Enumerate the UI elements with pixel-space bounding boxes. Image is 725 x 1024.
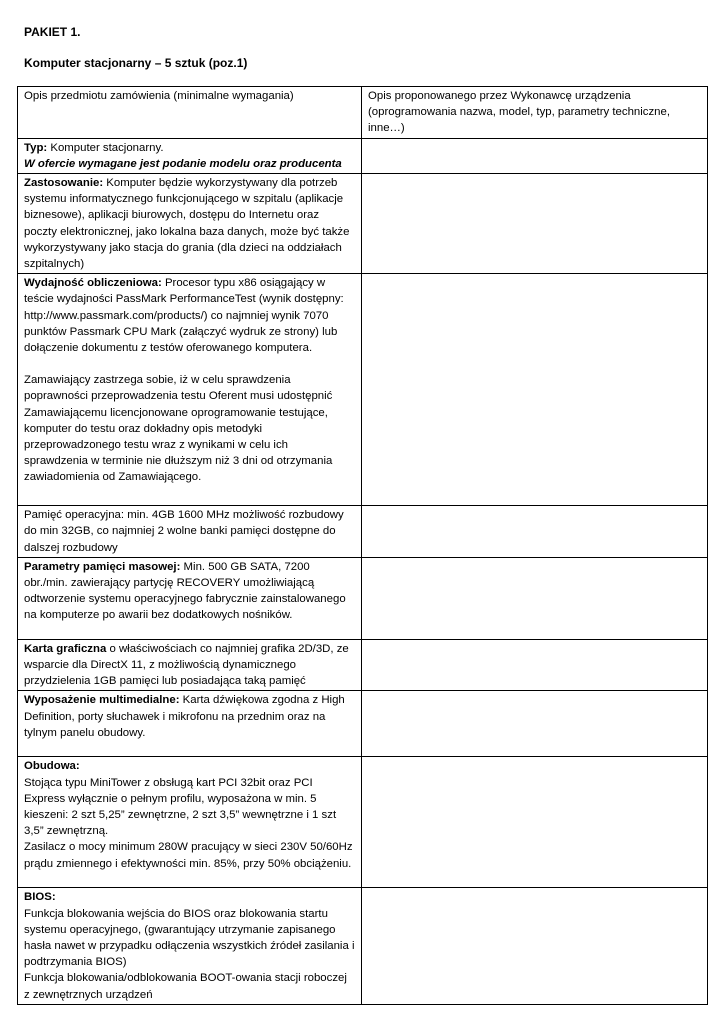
row-text: Komputer stacjonarny. xyxy=(47,141,164,154)
table-row xyxy=(18,138,708,173)
header-requirements: Opis przedmiotu zamówienia (minimalne wymagania) xyxy=(18,87,362,139)
row-label: Wydajność obliczeniowa: xyxy=(24,277,162,290)
row-type xyxy=(18,138,362,173)
offer-cell[interactable] xyxy=(362,757,708,888)
table-header-row xyxy=(18,87,708,139)
row-label: BIOS: xyxy=(24,891,56,904)
row-label: Karta graficzna xyxy=(24,642,107,655)
offer-cell[interactable] xyxy=(362,174,708,274)
item-subtitle: Komputer stacjonarny – 5 sztuk (poz.1) xyxy=(24,56,248,70)
row-ram xyxy=(18,506,362,558)
row-label: Typ: xyxy=(24,141,48,154)
table-row xyxy=(18,506,708,558)
row-case xyxy=(18,757,362,888)
row-text: Pamięć operacyjna: min. 4GB 1600 MHz możliwość rozbudowy do min 32GB, co najmniej 2 wolne banki pamięci dostępne do dalszej rozbudowy xyxy=(24,509,344,554)
row-label: Obudowa: xyxy=(24,760,80,773)
row-text: Komputer będzie wykorzystywany dla potrzeb systemu informatycznego funkcjonującego w szpitalu (aplikacje biznesowe), aplikacji biurowych, dostępu do Internetu oraz poczty elektronicznej, jako lokalna baza danych, może być także wykorzystywany jako stacja do grania (dla dzieci na oddziałach szpitalnych) xyxy=(24,177,350,271)
row-text-2: Funkcja blokowania/odblokowania BOOT-owania stacji roboczej z zewnętrznych urządzeń xyxy=(24,972,347,1001)
table-row xyxy=(18,557,708,639)
table-row xyxy=(18,757,708,888)
row-application xyxy=(18,174,362,274)
row-text: o właściwościach co najmniej grafika 2D/3D, ze wsparcie dla DirectX 11, z możliwością dynamicznego przydzielenia 1GB pamięci lub posiadająca taką pamięć xyxy=(24,642,349,688)
row-text: Min. 500 GB SATA, 7200 obr./min. zawierający partycję RECOVERY umożliwiającą odtworzenie systemu operacyjnego fabrycznie zainstalowanego na komputerze po awarii bez dodatkowych nośników. xyxy=(24,560,346,622)
offer-cell[interactable] xyxy=(362,888,708,1004)
table-row xyxy=(18,639,708,691)
row-graphics xyxy=(18,639,362,691)
offer-cell[interactable] xyxy=(362,506,708,558)
row-label: Zastosowanie: xyxy=(24,177,104,190)
table-row xyxy=(18,274,708,506)
header-offer-description: Opis proponowanego przez Wykonawcę urządzenia (oprogramowania nazwa, model, typ, parametry techniczne, inne…) xyxy=(362,87,708,139)
row-text: Funkcja blokowania wejścia do BIOS oraz blokowania startu systemu operacyjnego, (gwarantujący utrzymanie zapisanego hasła nawet w przypadku odłączenia wszystkich źródeł zasilania i podtrzymania BIOS) xyxy=(24,907,355,969)
row-text-2: Zamawiający zastrzega sobie, iż w celu sprawdzenia poprawności przeprowadzenia testu Oferent musi udostępnić Zamawiającemu licencjonowane oprogramowanie testujące, komputer do testu oraz dokładny opis metodyki przeprowadzonego testu wraz z wynikami w celu ich sprawdzenia w terminie nie dłuższym niż 3 dni od otrzymania zawiadomienia od Zamawiającego. xyxy=(24,374,333,484)
row-storage xyxy=(18,557,362,639)
specification-table xyxy=(17,86,708,1005)
row-text: Procesor typu x86 osiągający w teście wydajności PassMark PerformanceTest (wynik dostępny: http://www.passmark.com/products/) co najmniej wynik 7070 punktów Passmark CPU Mark (załączyć wydruk ze strony) lub dołączenie dokumentu z testów oferowanego komputera. xyxy=(24,277,344,355)
row-text-2: Zasilacz o mocy minimum 280W pracujący w sieci 230V 50/60Hz prądu zmiennego i efektywności min. 85%, przy 50% obciążeniu. xyxy=(24,841,353,870)
offer-cell[interactable] xyxy=(362,138,708,173)
row-performance xyxy=(18,274,362,506)
row-label: Parametry pamięci masowej: xyxy=(24,560,181,573)
row-label: Wyposażenie multimedialne: xyxy=(24,694,180,707)
table-row xyxy=(18,174,708,274)
row-text: Stojąca typu MiniTower z obsługą kart PCI 32bit oraz PCI Express wyłącznie o pełnym profilu, wyposażona w min. 5 kieszeni: 2 szt 5,25” zewnętrzne, 2 szt 3,5” wewnętrzne i 1 szt 3,5” zewnętrzną. xyxy=(24,776,337,838)
offer-cell[interactable] xyxy=(362,557,708,639)
offer-cell[interactable] xyxy=(362,274,708,506)
row-multimedia xyxy=(18,691,362,757)
table-row xyxy=(18,888,708,1004)
offer-cell[interactable] xyxy=(362,691,708,757)
table-row xyxy=(18,691,708,757)
package-title: PAKIET 1. xyxy=(24,25,81,39)
row-text: Karta dźwiękowa zgodna z High Definition, porty słuchawek i mikrofonu na przednim oraz na tylnym panelu obudowy. xyxy=(24,694,345,739)
offer-cell[interactable] xyxy=(362,639,708,691)
row-note: W ofercie wymagane jest podanie modelu oraz producenta xyxy=(24,157,342,170)
row-bios xyxy=(18,888,362,1004)
